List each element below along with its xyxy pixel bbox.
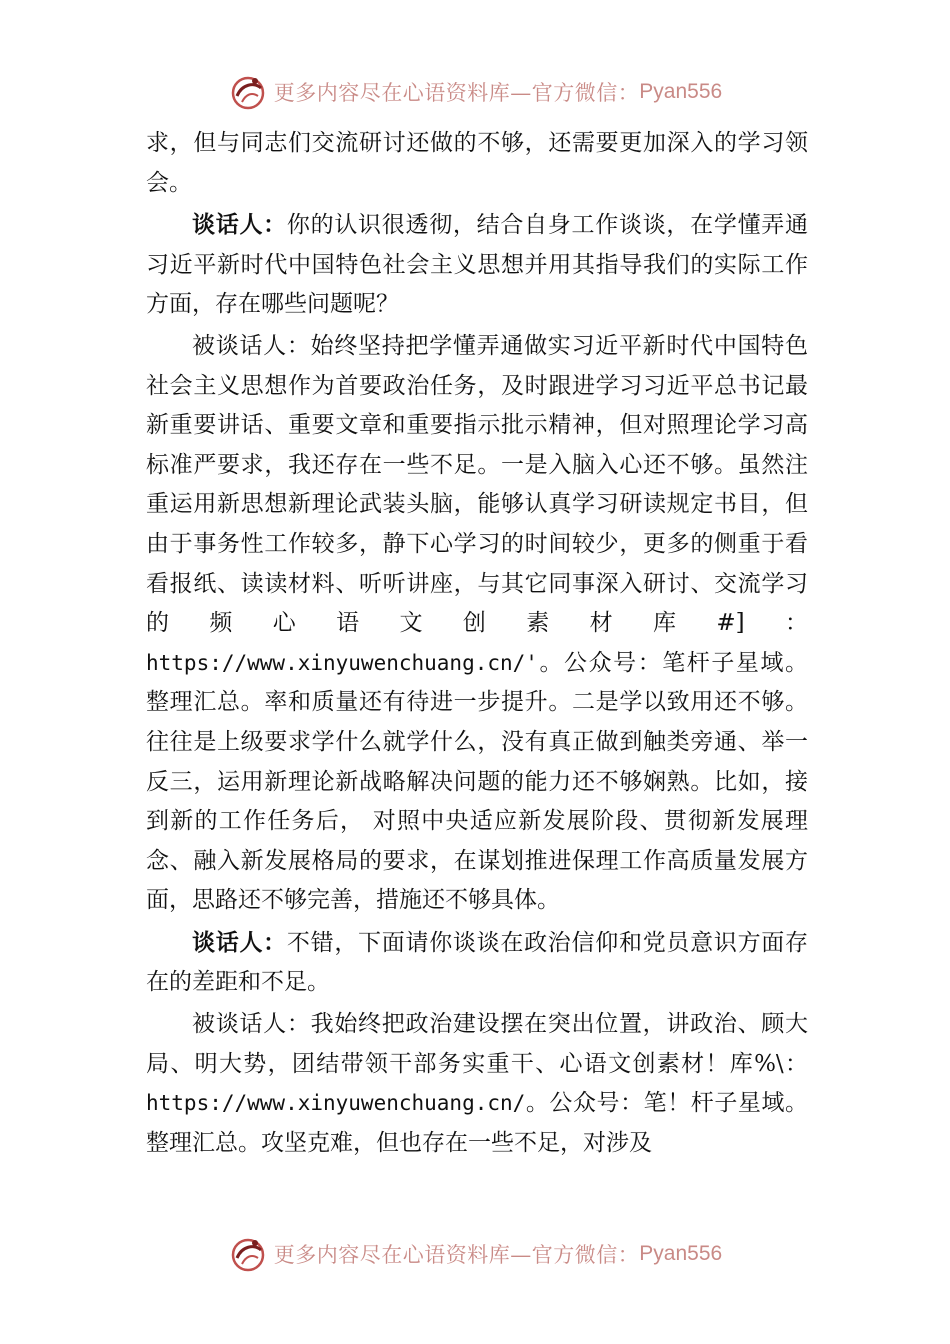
xinyu-logo-icon [228,1234,268,1274]
banner-wechat-id: Pyan556 [639,80,723,103]
website-url[interactable]: https://www.xinyuwenchuang.cn/ [146,1091,526,1116]
paragraph: 求，但与同志们交流研讨还做的不够，还需要更加深入的学习领会。 [146,130,808,196]
footer-banner[interactable] [0,1234,950,1274]
xinyu-logo-icon [228,72,268,112]
article-body [146,124,808,1165]
paragraph: 谈话人：你的认识很透彻，结合自身工作谈谈，在学懂弄通习近平新时代中国特色社会主义思想并用其指导我们的实际工作方面，存在哪些问题呢？ [146,211,809,318]
header-banner[interactable] [0,72,950,112]
website-url[interactable]: https://www.xinyuwenchuang.cn/' [146,650,538,675]
paragraph: 谈话人：不错，下面请你谈谈在政治信仰和党员意识方面存在的差距和不足。 [146,928,809,996]
banner-text: 更多内容尽在心语资料库—官方微信： [273,1243,640,1267]
speaker-label: 谈话人： [192,211,287,239]
speaker-label: 谈话人： [192,928,287,956]
banner-text: 更多内容尽在心语资料库—官方微信： [273,81,640,105]
paragraph: 被谈话人：始终坚持把学懂弄通做实习近平新时代中国特色社会主义思想作为首要政治任务，及时跟进学习习近平总书记最新重要讲话、重要文章和重要指示批示精神，但对照理论学习高标准严要求，我还存在一些不足。一是入脑入心还不够。虽然注重运用新思想新理论武装头脑，能够认真学习研读规定书目，但由于事务性工作较多，静下心学习的时间较少，更多的侧重于看看报纸、读读材料、听听讲座，与其它同事深入研讨、交流学习的频心语文创素材库#]：https://www.xinyuwenchuang.cn/'。公众号：笔杆子星域。整理汇总。率和质量还有待进一步提升。二是学以致用还不够。往往是上级要求学什么就学什么，没有真正做到触类旁通、举一反三，运用新理论新战略解决问题的能力还不够娴熟。比如，接到新的工作任务后， 对照中央适应新发展阶段、贯彻新发展理念、融入新发展格局的要求，在谋划推进保理工作高质量发展方面，思路还不够完善，措施还不够具体。 [146,332,808,914]
paragraph: 被谈话人：我始终把政治建设摆在突出位置，讲政治、顾大局、明大势，团结带领干部务实重干、心语文创素材！库%\：https://www.xinyuwenchuang.cn/。公众号：笔！杆子星域。整理汇总。攻坚克难，但也存在一些不足，对涉及 [146,1011,808,1156]
banner-wechat-id: Pyan556 [639,1242,723,1265]
